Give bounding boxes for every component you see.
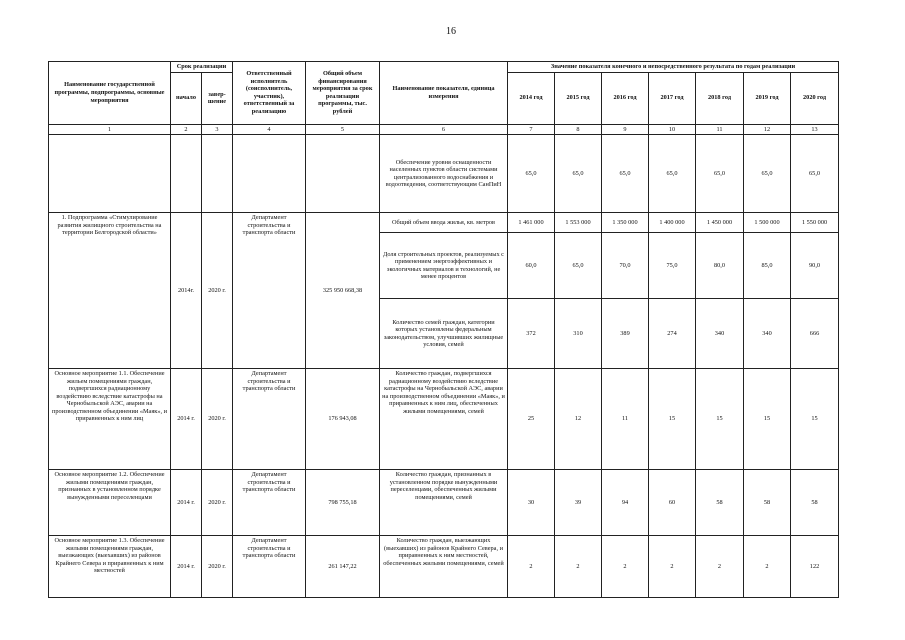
start-cell: 2014 г.	[171, 536, 202, 598]
header-program-name: Наименование государственной программы, подпрограммы, основные мероприятия	[49, 62, 171, 125]
value-cell: 1 350 000	[602, 213, 649, 233]
indicator-cell: Количество семей граждан, категории которых установлены федеральным законодательством, улучшивших жилищные условия, семей	[380, 299, 508, 369]
column-number: 10	[649, 124, 696, 135]
indicator-cell: Количество граждан, признанных в установленном порядке вынужденными переселенцами, обеспеченных жилыми помещениями, семей	[380, 470, 508, 536]
indicators-table	[48, 61, 839, 598]
financing-cell: 798 755,18	[306, 470, 380, 536]
value-cell: 65,0	[555, 135, 602, 213]
value-cell: 15	[649, 369, 696, 470]
value-cell: 60	[649, 470, 696, 536]
header-end: завер-шение	[202, 72, 233, 124]
column-number: 9	[602, 124, 649, 135]
measure-name: Основное мероприятие 1.1. Обеспечение жильем помещениями граждан, подвергшихся радиационному воздействию вследствие катастрофы на Чернобыльской АЭС, аварии на производственном объединении «Маяк», и приравненных к ним лиц	[49, 369, 171, 470]
value-cell: 1 500 000	[744, 213, 791, 233]
value-cell: 1 550 000	[791, 213, 839, 233]
value-cell: 2	[696, 536, 744, 598]
value-cell: 1 553 000	[555, 213, 602, 233]
value-cell: 85,0	[744, 233, 791, 299]
indicator-cell: Общий объем ввода жилья, кв. метров	[380, 213, 508, 233]
table-row	[49, 135, 839, 213]
value-cell: 15	[696, 369, 744, 470]
end-cell: 2020 г.	[202, 369, 233, 470]
value-cell: 75,0	[649, 233, 696, 299]
value-cell: 65,0	[649, 135, 696, 213]
header-start: начало	[171, 72, 202, 124]
column-number: 12	[744, 124, 791, 135]
end-cell: 2020 г.	[202, 213, 233, 369]
value-cell: 122	[791, 536, 839, 598]
column-number: 5	[306, 124, 380, 135]
value-cell: 372	[508, 299, 555, 369]
responsible-cell: Департамент строительства и транспорта области	[233, 369, 306, 470]
financing-cell: 176 943,08	[306, 369, 380, 470]
header-year: 2016 год	[602, 72, 649, 124]
indicator-cell: Обеспечение уровня оснащенности населенных пунктов области системами централизованного водоснабжения и водоотведения, соответствующим СанПиН	[380, 135, 508, 213]
start-cell: 2014 г.	[171, 470, 202, 536]
value-cell: 58	[791, 470, 839, 536]
table-row	[49, 213, 839, 233]
value-cell: 12	[555, 369, 602, 470]
header-responsible: Ответственный исполнитель (соисполнитель, участник), ответственный за реализацию	[233, 62, 306, 125]
header-indicator: Наименование показателя, единица измерения	[380, 62, 508, 125]
header-year: 2020 год	[791, 72, 839, 124]
header-year: 2019 год	[744, 72, 791, 124]
value-cell: 2	[649, 536, 696, 598]
value-cell: 70,0	[602, 233, 649, 299]
column-number: 4	[233, 124, 306, 135]
header-year: 2018 год	[696, 72, 744, 124]
value-cell: 274	[649, 299, 696, 369]
value-cell: 65,0	[602, 135, 649, 213]
table-row	[49, 536, 839, 598]
indicator-cell: Количество граждан, выезжающих (выехавших) из районов Крайнего Севера, и приравненных к ним местностей, обеспеченных жилыми помещениями, семей	[380, 536, 508, 598]
column-number: 8	[555, 124, 602, 135]
value-cell: 65,0	[744, 135, 791, 213]
value-cell: 15	[791, 369, 839, 470]
value-cell: 340	[744, 299, 791, 369]
value-cell: 11	[602, 369, 649, 470]
value-cell: 65,0	[555, 233, 602, 299]
value-cell: 1 450 000	[696, 213, 744, 233]
responsible-cell: Департамент строительства и транспорта области	[233, 213, 306, 369]
end-cell: 2020 г.	[202, 470, 233, 536]
value-cell: 2	[602, 536, 649, 598]
value-cell: 30	[508, 470, 555, 536]
financing-cell: 261 147,22	[306, 536, 380, 598]
column-number: 3	[202, 124, 233, 135]
column-number: 1	[49, 124, 171, 135]
page-number: 16	[446, 26, 456, 37]
value-cell: 2	[508, 536, 555, 598]
header-values-group: Значение показателя конечного и непосредственного результата по годам реализации	[508, 62, 839, 73]
value-cell: 90,0	[791, 233, 839, 299]
value-cell: 2	[555, 536, 602, 598]
indicator-cell: Доля строительных проектов, реализуемых с применением энергоэффективных и экологичных материалов и технологий, не менее процентов	[380, 233, 508, 299]
header-financing: Общий объем финансирования мероприятия за срок реализации программы, тыс. рублей	[306, 62, 380, 125]
header-year: 2014 год	[508, 72, 555, 124]
responsible-cell: Департамент строительства и транспорта области	[233, 536, 306, 598]
indicator-cell: Количество граждан, подвергшихся радиационному воздействию вследствие катастрофы на Чернобыльской АЭС, аварии на производственном объединении «Маяк», и приравненных к ним лиц, обеспеченных жилыми помещениями, семей	[380, 369, 508, 470]
value-cell: 80,0	[696, 233, 744, 299]
value-cell: 340	[696, 299, 744, 369]
column-number: 11	[696, 124, 744, 135]
value-cell: 15	[744, 369, 791, 470]
column-number: 13	[791, 124, 839, 135]
value-cell: 65,0	[508, 135, 555, 213]
value-cell: 60,0	[508, 233, 555, 299]
column-number: 6	[380, 124, 508, 135]
header-term: Срок реализации	[171, 62, 233, 73]
value-cell: 25	[508, 369, 555, 470]
measure-name: Основное мероприятие 1.2. Обеспечение жилыми помещениями граждан, признанных в установленном порядке вынужденными переселенцами	[49, 470, 171, 536]
value-cell: 58	[696, 470, 744, 536]
value-cell: 389	[602, 299, 649, 369]
column-number: 2	[171, 124, 202, 135]
end-cell: 2020 г.	[202, 536, 233, 598]
value-cell: 666	[791, 299, 839, 369]
table-row	[49, 369, 839, 470]
value-cell: 65,0	[696, 135, 744, 213]
header-year: 2017 год	[649, 72, 696, 124]
value-cell: 2	[744, 536, 791, 598]
value-cell: 1 461 000	[508, 213, 555, 233]
value-cell: 310	[555, 299, 602, 369]
financing-cell: 325 950 668,38	[306, 213, 380, 369]
header-year: 2015 год	[555, 72, 602, 124]
start-cell: 2014 г.	[171, 369, 202, 470]
value-cell: 58	[744, 470, 791, 536]
column-number-row	[49, 124, 839, 135]
measure-name: Основное мероприятие 1.3. Обеспечение жилыми помещениями граждан, выезжающих (выехавших) из районов Крайнего Севера и приравненных к ним местностей	[49, 536, 171, 598]
column-number: 7	[508, 124, 555, 135]
table-row	[49, 470, 839, 536]
start-cell: 2014г.	[171, 213, 202, 369]
value-cell: 65,0	[791, 135, 839, 213]
value-cell: 94	[602, 470, 649, 536]
value-cell: 1 400 000	[649, 213, 696, 233]
responsible-cell: Департамент строительства и транспорта области	[233, 470, 306, 536]
subprogram-name: 1. Подпрограмма «Стимулирование развития жилищного строительства на территории Белгородской области»	[49, 213, 171, 369]
value-cell: 39	[555, 470, 602, 536]
